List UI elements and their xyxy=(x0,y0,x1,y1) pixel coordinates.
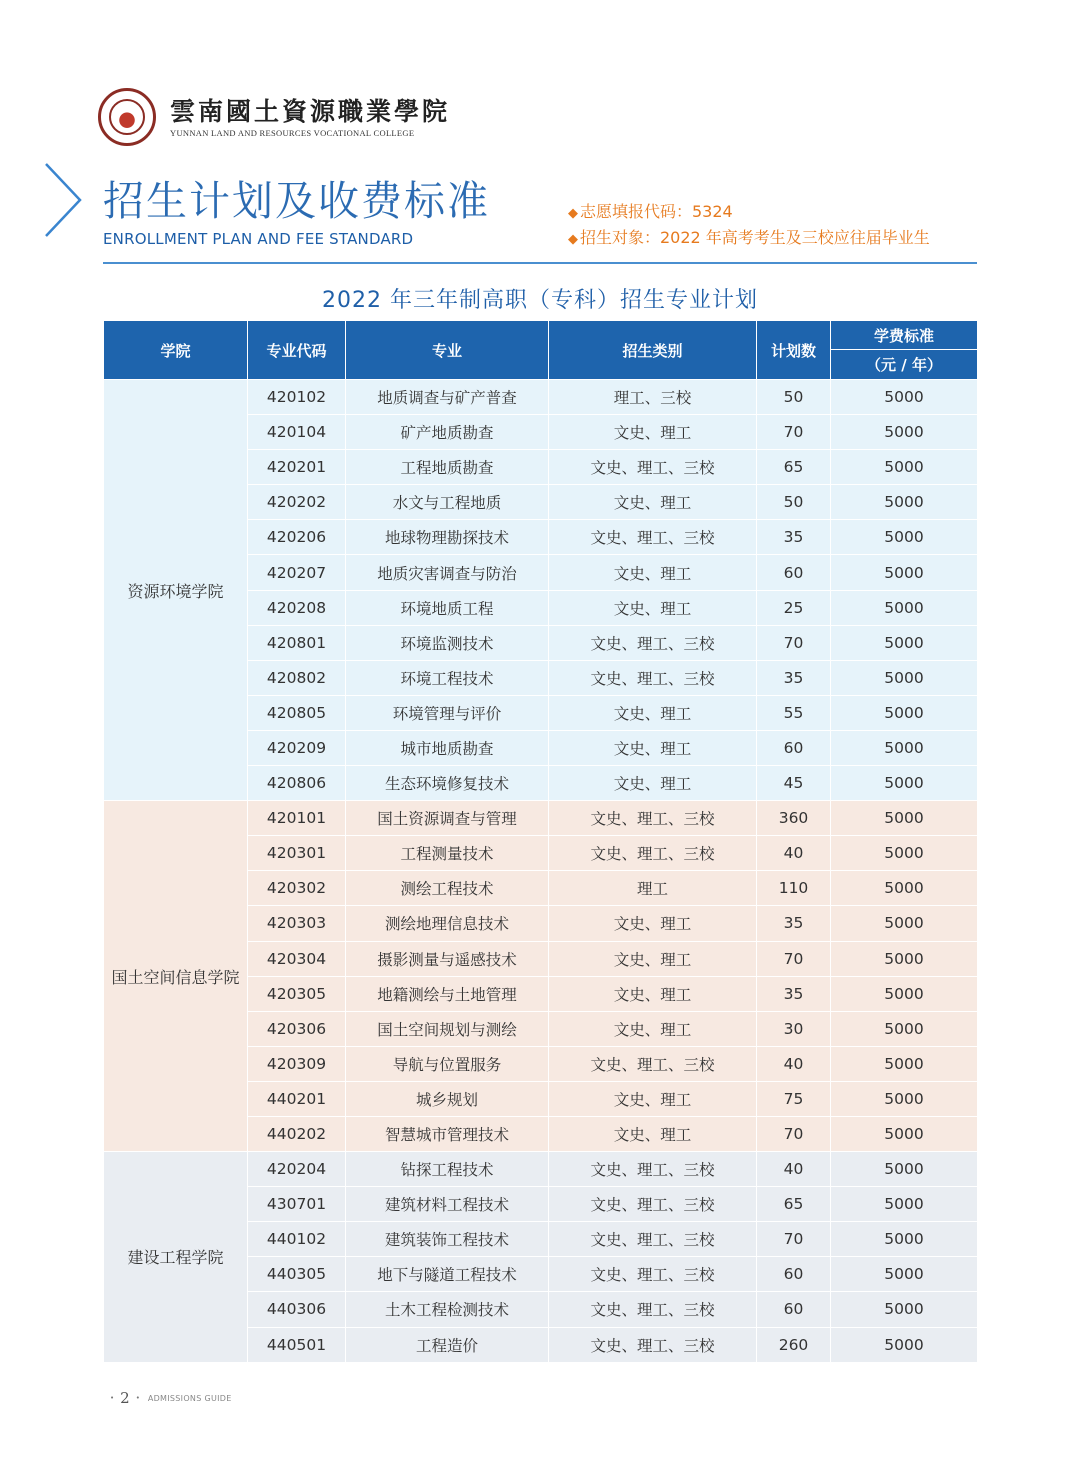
major-cell: 土木工程检测技术 xyxy=(346,1292,549,1327)
plan-cell: 50 xyxy=(757,380,831,415)
fee-cell: 5000 xyxy=(831,871,978,906)
major-cell: 矿产地质勘查 xyxy=(346,415,549,450)
plan-cell: 35 xyxy=(757,520,831,555)
major-cell: 智慧城市管理技术 xyxy=(346,1116,549,1151)
fee-cell: 5000 xyxy=(831,625,978,660)
major-cell: 工程地质勘查 xyxy=(346,450,549,485)
code-cell: 440201 xyxy=(248,1081,346,1116)
category-cell: 文史、理工 xyxy=(549,766,757,801)
code-cell: 420801 xyxy=(248,625,346,660)
category-cell: 文史、理工、三校 xyxy=(549,801,757,836)
fee-cell: 5000 xyxy=(831,836,978,871)
plan-cell: 25 xyxy=(757,590,831,625)
plan-cell: 40 xyxy=(757,1152,831,1187)
logo-en-text: YUNNAN LAND AND RESOURCES VOCATIONAL COLLEGE xyxy=(170,127,415,138)
header-fee-unit: （元 / 年） xyxy=(831,350,978,380)
major-cell: 环境管理与评价 xyxy=(346,695,549,730)
fee-cell: 5000 xyxy=(831,941,978,976)
college-cell: 资源环境学院 xyxy=(104,380,248,801)
code-cell: 420301 xyxy=(248,836,346,871)
fee-cell: 5000 xyxy=(831,1011,978,1046)
plan-cell: 35 xyxy=(757,660,831,695)
category-cell: 文史、理工、三校 xyxy=(549,1292,757,1327)
fee-cell: 5000 xyxy=(831,976,978,1011)
plan-cell: 260 xyxy=(757,1327,831,1362)
plan-cell: 70 xyxy=(757,625,831,660)
plan-cell: 30 xyxy=(757,1011,831,1046)
major-cell: 导航与位置服务 xyxy=(346,1046,549,1081)
category-cell: 文史、理工 xyxy=(549,1011,757,1046)
code-cell: 420806 xyxy=(248,766,346,801)
fee-cell: 5000 xyxy=(831,660,978,695)
category-cell: 文史、理工 xyxy=(549,415,757,450)
plan-cell: 40 xyxy=(757,1046,831,1081)
page-number: 2 xyxy=(120,1389,130,1407)
major-cell: 地质调查与矿产普查 xyxy=(346,380,549,415)
major-cell: 城乡规划 xyxy=(346,1081,549,1116)
plan-cell: 60 xyxy=(757,730,831,765)
plan-cell: 60 xyxy=(757,1292,831,1327)
major-cell: 钻探工程技术 xyxy=(346,1152,549,1187)
footer-guide-label: ADMISSIONS GUIDE xyxy=(147,1393,232,1403)
fee-cell: 5000 xyxy=(831,1292,978,1327)
code-cell: 420309 xyxy=(248,1046,346,1081)
category-cell: 文史、理工、三校 xyxy=(549,1222,757,1257)
code-cell: 440306 xyxy=(248,1292,346,1327)
header-divider xyxy=(103,262,977,264)
chevron-right-icon xyxy=(40,160,84,240)
plan-cell: 35 xyxy=(757,976,831,1011)
logo-cn-text: 雲南國土資源職業學院 xyxy=(170,96,451,126)
code-cell: 420805 xyxy=(248,695,346,730)
code-cell: 420102 xyxy=(248,380,346,415)
college-cell: 建设工程学院 xyxy=(104,1152,248,1363)
code-cell: 420101 xyxy=(248,801,346,836)
fee-cell: 5000 xyxy=(831,485,978,520)
table-row xyxy=(104,801,978,836)
category-cell: 文史、理工、三校 xyxy=(549,1046,757,1081)
college-logo xyxy=(98,88,450,146)
major-cell: 地下与隧道工程技术 xyxy=(346,1257,549,1292)
fee-cell: 5000 xyxy=(831,415,978,450)
diamond-bullet-icon: ◆ xyxy=(568,206,578,221)
page-footer: • 2 • ADMISSIONS GUIDE xyxy=(110,1389,232,1407)
info-apply-code: ◆ 志愿填报代码：5324 xyxy=(568,202,733,221)
category-cell: 文史、理工 xyxy=(549,695,757,730)
plan-cell: 40 xyxy=(757,836,831,871)
code-cell: 420104 xyxy=(248,415,346,450)
category-cell: 文史、理工、三校 xyxy=(549,625,757,660)
plan-cell: 110 xyxy=(757,871,831,906)
header-college: 学院 xyxy=(104,321,248,380)
category-cell: 文史、理工 xyxy=(549,485,757,520)
plan-cell: 50 xyxy=(757,485,831,520)
fee-cell: 5000 xyxy=(831,695,978,730)
info-target-students: ◆ 招生对象：2022 年高考考生及三校应往届毕业生 xyxy=(568,228,930,247)
diamond-bullet-icon: ◆ xyxy=(568,232,578,247)
code-cell: 420305 xyxy=(248,976,346,1011)
code-cell: 430701 xyxy=(248,1187,346,1222)
category-cell: 理工、三校 xyxy=(549,380,757,415)
major-cell: 水文与工程地质 xyxy=(346,485,549,520)
major-cell: 测绘地理信息技术 xyxy=(346,906,549,941)
college-cell: 国土空间信息学院 xyxy=(104,801,248,1152)
plan-cell: 60 xyxy=(757,555,831,590)
category-cell: 文史、理工 xyxy=(549,590,757,625)
major-cell: 工程测量技术 xyxy=(346,836,549,871)
fee-cell: 5000 xyxy=(831,1187,978,1222)
table-row xyxy=(104,1152,978,1187)
major-cell: 地籍测绘与土地管理 xyxy=(346,976,549,1011)
plan-cell: 55 xyxy=(757,695,831,730)
header-code: 专业代码 xyxy=(248,321,346,380)
fee-cell: 5000 xyxy=(831,1081,978,1116)
code-cell: 420303 xyxy=(248,906,346,941)
fee-cell: 5000 xyxy=(831,555,978,590)
code-cell: 420201 xyxy=(248,450,346,485)
fee-cell: 5000 xyxy=(831,590,978,625)
header-fee: 学费标准 xyxy=(831,321,978,350)
fee-cell: 5000 xyxy=(831,380,978,415)
code-cell: 420202 xyxy=(248,485,346,520)
fee-cell: 5000 xyxy=(831,801,978,836)
fee-cell: 5000 xyxy=(831,1327,978,1362)
major-cell: 建筑材料工程技术 xyxy=(346,1187,549,1222)
fee-cell: 5000 xyxy=(831,906,978,941)
enrollment-plan-table xyxy=(103,320,978,1363)
code-cell: 420802 xyxy=(248,660,346,695)
code-cell: 420204 xyxy=(248,1152,346,1187)
category-cell: 文史、理工 xyxy=(549,555,757,590)
major-cell: 地质灾害调查与防治 xyxy=(346,555,549,590)
category-cell: 文史、理工、三校 xyxy=(549,1152,757,1187)
code-cell: 420304 xyxy=(248,941,346,976)
major-cell: 地球物理勘探技术 xyxy=(346,520,549,555)
major-cell: 环境监测技术 xyxy=(346,625,549,660)
header-major: 专业 xyxy=(346,321,549,380)
fee-cell: 5000 xyxy=(831,1152,978,1187)
major-cell: 城市地质勘查 xyxy=(346,730,549,765)
page-subtitle: ENROLLMENT PLAN AND FEE STANDARD xyxy=(103,230,414,248)
code-cell: 420206 xyxy=(248,520,346,555)
category-cell: 文史、理工、三校 xyxy=(549,660,757,695)
category-cell: 文史、理工 xyxy=(549,1116,757,1151)
category-cell: 文史、理工 xyxy=(549,1081,757,1116)
major-cell: 测绘工程技术 xyxy=(346,871,549,906)
table-title: 2022 年三年制高职（专科）招生专业计划 xyxy=(322,288,758,313)
plan-cell: 70 xyxy=(757,1222,831,1257)
major-cell: 生态环境修复技术 xyxy=(346,766,549,801)
plan-cell: 70 xyxy=(757,1116,831,1151)
plan-cell: 75 xyxy=(757,1081,831,1116)
code-cell: 420207 xyxy=(248,555,346,590)
major-cell: 环境工程技术 xyxy=(346,660,549,695)
fee-cell: 5000 xyxy=(831,1222,978,1257)
fee-cell: 5000 xyxy=(831,730,978,765)
fee-cell: 5000 xyxy=(831,1116,978,1151)
category-cell: 文史、理工、三校 xyxy=(549,1327,757,1362)
code-cell: 420302 xyxy=(248,871,346,906)
category-cell: 理工 xyxy=(549,871,757,906)
category-cell: 文史、理工 xyxy=(549,976,757,1011)
category-cell: 文史、理工、三校 xyxy=(549,520,757,555)
major-cell: 环境地质工程 xyxy=(346,590,549,625)
plan-cell: 60 xyxy=(757,1257,831,1292)
category-cell: 文史、理工 xyxy=(549,730,757,765)
major-cell: 建筑装饰工程技术 xyxy=(346,1222,549,1257)
code-cell: 420306 xyxy=(248,1011,346,1046)
plan-cell: 65 xyxy=(757,1187,831,1222)
major-cell: 国土空间规划与测绘 xyxy=(346,1011,549,1046)
major-cell: 摄影测量与遥感技术 xyxy=(346,941,549,976)
page-title: 招生计划及收费标准 xyxy=(103,177,490,225)
table-row xyxy=(104,380,978,415)
code-cell: 420209 xyxy=(248,730,346,765)
code-cell: 440102 xyxy=(248,1222,346,1257)
category-cell: 文史、理工 xyxy=(549,941,757,976)
header-plan: 计划数 xyxy=(757,321,831,380)
major-cell: 工程造价 xyxy=(346,1327,549,1362)
plan-cell: 360 xyxy=(757,801,831,836)
plan-cell: 35 xyxy=(757,906,831,941)
category-cell: 文史、理工、三校 xyxy=(549,836,757,871)
plan-cell: 65 xyxy=(757,450,831,485)
major-cell: 国土资源调查与管理 xyxy=(346,801,549,836)
fee-cell: 5000 xyxy=(831,766,978,801)
header-category: 招生类别 xyxy=(549,321,757,380)
category-cell: 文史、理工 xyxy=(549,906,757,941)
code-cell: 420208 xyxy=(248,590,346,625)
category-cell: 文史、理工、三校 xyxy=(549,1257,757,1292)
fee-cell: 5000 xyxy=(831,1257,978,1292)
code-cell: 440305 xyxy=(248,1257,346,1292)
plan-cell: 70 xyxy=(757,941,831,976)
category-cell: 文史、理工、三校 xyxy=(549,1187,757,1222)
category-cell: 文史、理工、三校 xyxy=(549,450,757,485)
code-cell: 440501 xyxy=(248,1327,346,1362)
plan-cell: 70 xyxy=(757,415,831,450)
college-seal-icon xyxy=(98,88,156,146)
code-cell: 440202 xyxy=(248,1116,346,1151)
fee-cell: 5000 xyxy=(831,520,978,555)
fee-cell: 5000 xyxy=(831,450,978,485)
fee-cell: 5000 xyxy=(831,1046,978,1081)
plan-cell: 45 xyxy=(757,766,831,801)
